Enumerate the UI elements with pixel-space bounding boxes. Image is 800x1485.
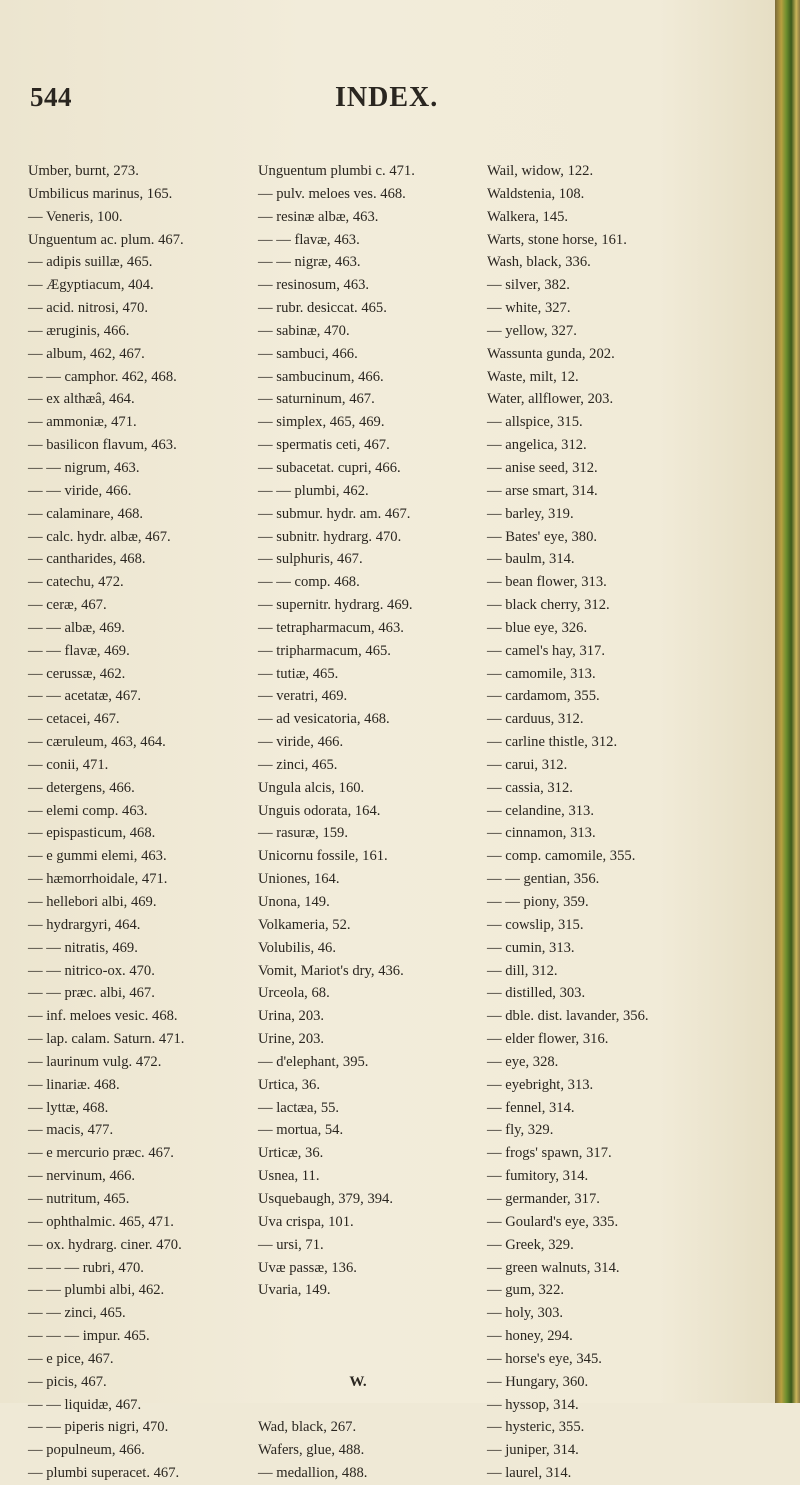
index-entry: Unicornu fossile, 161. — [258, 848, 388, 865]
index-entry: — tutiæ, 465. — [258, 665, 339, 682]
index-entry: — holy, 303. — [487, 1305, 564, 1322]
index-entry: — detergens, 466. — [28, 779, 135, 796]
section-letter-heading: W. — [349, 1373, 367, 1390]
index-entry: — sulphuris, 467. — [258, 551, 363, 568]
index-entry: — laurinum vulg. 472. — [28, 1053, 162, 1070]
index-entry: — camel's hay, 317. — [487, 642, 605, 659]
index-entry: — anise seed, 312. — [487, 459, 598, 476]
index-entry: — comp. camomile, 355. — [487, 848, 636, 865]
index-entry: — e pice, 467. — [28, 1350, 114, 1367]
index-entry: — — — rubri, 470. — [28, 1259, 144, 1276]
blank-line — [258, 1302, 488, 1325]
index-entry: — fly, 329. — [487, 1122, 554, 1139]
index-entry: — — — impur. 465. — [28, 1328, 150, 1345]
index-entry: — nervinum, 466. — [28, 1168, 136, 1185]
index-entry: — plumbi superacet. 467. — [28, 1465, 180, 1482]
index-entry: — nutritum, 465. — [28, 1190, 130, 1207]
index-entry: Urtica, 36. — [258, 1076, 321, 1093]
index-entry: — camomile, 313. — [487, 665, 596, 682]
index-entry: — acid. nitrosi, 470. — [28, 300, 148, 317]
index-entry: — — zinci, 465. — [28, 1305, 126, 1322]
index-entry: — germander, 317. — [487, 1190, 600, 1207]
index-entry: Unguentum ac. plum. 467. — [28, 231, 184, 248]
index-entry: — zinci, 465. — [258, 756, 338, 773]
page-title: INDEX. — [335, 82, 439, 113]
index-entry: — eyebright, 313. — [487, 1076, 594, 1093]
index-column-3 — [487, 160, 767, 1485]
index-entry: — linariæ. 468. — [28, 1076, 120, 1093]
index-entry: — barley, 319. — [487, 505, 574, 522]
index-entry: — viride, 466. — [258, 734, 344, 751]
index-entry: Waste, milt, 12. — [487, 368, 579, 385]
index-entry: — elder flower, 316. — [487, 1031, 609, 1048]
index-entry: Uvaria, 149. — [258, 1282, 331, 1299]
index-entry: — — acetatæ, 467. — [28, 688, 142, 705]
index-entry: — Hungary, 360. — [487, 1373, 589, 1390]
index-entry: Wassunta gunda, 202. — [487, 345, 615, 362]
index-entry: — carduus, 312. — [487, 711, 584, 728]
index-entry: — arse smart, 314. — [487, 482, 598, 499]
index-entry: Urine, 203. — [258, 1031, 325, 1048]
index-entry: — — piony, 359. — [487, 894, 589, 910]
index-entry: — calaminare, 468. — [28, 505, 144, 522]
index-entry: — cetacei, 467. — [28, 711, 120, 728]
index-entry: — subacetat. cupri, 466. — [258, 459, 401, 476]
index-entry: — spermatis ceti, 467. — [258, 437, 390, 454]
index-entry: — catechu, 472. — [28, 574, 124, 591]
index-entry: — — flavæ, 469. — [28, 642, 130, 659]
index-entry: — frogs' spawn, 317. — [487, 1145, 612, 1162]
blank-line — [258, 1394, 488, 1417]
index-entry: — — nitratis, 469. — [28, 939, 138, 956]
index-entry: — subnitr. hydrarg. 470. — [258, 528, 402, 545]
index-entry: — silver, 382. — [487, 277, 570, 294]
index-entry: — dble. dist. lavander, 356. — [487, 1008, 649, 1025]
index-entry: — album, 462, 467. — [28, 345, 145, 362]
index-entry: — — plumbi albi, 462. — [28, 1282, 165, 1299]
index-entry: — honey, 294. — [487, 1328, 573, 1345]
index-entry: Uva crispa, 101. — [258, 1213, 354, 1230]
index-entry: — dill, 312. — [487, 962, 558, 979]
index-entry: — ex althæâ, 464. — [28, 391, 135, 408]
index-entry: — supernitr. hydrarg. 469. — [258, 597, 413, 614]
index-entry: — cardamom, 355. — [487, 688, 600, 705]
index-entry: — bean flower, 313. — [487, 574, 607, 591]
index-entry: Uvæ passæ, 136. — [258, 1259, 357, 1276]
index-entry: Uniones, 164. — [258, 871, 340, 888]
index-entry: — white, 327. — [487, 300, 571, 317]
index-entry: Unguis odorata, 164. — [258, 802, 381, 819]
index-entry: — sabinæ, 470. — [258, 322, 350, 339]
index-entry: — cowslip, 315. — [487, 916, 584, 933]
index-entry: — simplex, 465, 469. — [258, 414, 385, 431]
index-entry: Umber, burnt, 273. — [28, 163, 139, 179]
index-entry: — lap. calam. Saturn. 471. — [28, 1031, 185, 1048]
index-entry: — — gentian, 356. — [487, 871, 600, 888]
index-entry: — ad vesicatoria, 468. — [258, 711, 390, 728]
index-entry: — adipis suillæ, 465. — [28, 254, 153, 271]
index-entry: — — camphor. 462, 468. — [28, 368, 177, 385]
index-entry: — Veneris, 100. — [28, 208, 123, 225]
index-entry: — cumin, 313. — [487, 939, 575, 956]
index-entry: — black cherry, 312. — [487, 597, 610, 614]
index-entry: — gum, 322. — [487, 1282, 565, 1299]
index-entry: — cinnamon, 313. — [487, 825, 596, 842]
index-entry: — epispasticum, 468. — [28, 825, 156, 842]
index-entry: — horse's eye, 345. — [487, 1350, 602, 1367]
index-entry: — elemi comp. 463. — [28, 802, 148, 819]
index-entry: — basilicon flavum, 463. — [28, 437, 177, 454]
index-entry: — — nigrum, 463. — [28, 459, 140, 476]
index-entry: — pulv. meloes ves. 468. — [258, 185, 406, 202]
index-entry: — cerussæ, 462. — [28, 665, 126, 682]
index-entry: — — nitrico-ox. 470. — [28, 962, 155, 979]
index-entry: — tetrapharmacum, 463. — [258, 619, 404, 636]
index-entry: — — piperis nigri, 470. — [28, 1419, 169, 1436]
index-entry: Usquebaugh, 379, 394. — [258, 1190, 393, 1207]
index-entry: — carline thistle, 312. — [487, 734, 618, 751]
index-entry: — Goulard's eye, 335. — [487, 1213, 619, 1230]
index-entry: — hellebori albi, 469. — [28, 894, 157, 910]
index-entry: — — liquidæ, 467. — [28, 1396, 142, 1413]
index-entry: — carui, 312. — [487, 756, 568, 773]
index-entry: — cæruleum, 463, 464. — [28, 734, 166, 751]
index-entry: — — præc. albi, 467. — [28, 985, 155, 1002]
index-entry: Water, allflower, 203. — [487, 391, 614, 408]
index-entry: — ophthalmic. 465, 471. — [28, 1213, 174, 1230]
index-entry: — d'elephant, 395. — [258, 1053, 369, 1070]
index-entry: — blue eye, 326. — [487, 619, 588, 636]
index-entry: — resinosum, 463. — [258, 277, 370, 294]
index-entry: — — viride, 466. — [28, 482, 132, 499]
index-entry: — veratri, 469. — [258, 688, 348, 705]
index-entry: Wafers, glue, 488. — [258, 1442, 365, 1459]
index-column-1 — [28, 160, 260, 1485]
index-entry: — yellow, 327. — [487, 322, 577, 339]
index-entry: Unguentum plumbi c. 471. — [258, 163, 415, 179]
index-entry: Urina, 203. — [258, 1008, 325, 1025]
index-entry: — — flavæ, 463. — [258, 231, 360, 248]
index-entry: — e mercurio præc. 467. — [28, 1145, 174, 1162]
index-entry: — lyttæ, 468. — [28, 1099, 109, 1116]
index-entry: — baulm, 314. — [487, 551, 575, 568]
blank-line — [258, 1348, 488, 1371]
index-entry: — picis, 467. — [28, 1373, 107, 1390]
index-entry: Wash, black, 336. — [487, 254, 591, 271]
index-entry: Vomit, Mariot's dry, 436. — [258, 962, 404, 979]
index-entry: — ursi, 71. — [258, 1236, 324, 1253]
index-column-2 — [258, 160, 488, 1485]
index-entry: Unona, 149. — [258, 894, 330, 910]
index-entry: — hæmorrhoidale, 471. — [28, 871, 168, 888]
index-entry: Usnea, 11. — [258, 1168, 320, 1185]
blank-line — [258, 1325, 488, 1348]
index-entry: Waldstenia, 108. — [487, 185, 585, 202]
index-entry: — rubr. desiccat. 465. — [258, 300, 387, 317]
index-entry: — rasuræ, 159. — [258, 825, 348, 842]
index-entry: — inf. meloes vesic. 468. — [28, 1008, 178, 1025]
index-entry: — ox. hydrarg. ciner. 470. — [28, 1236, 182, 1253]
index-entry: — submur. hydr. am. 467. — [258, 505, 411, 522]
book-binding-edge — [775, 0, 800, 1403]
index-entry: — celandine, 313. — [487, 802, 594, 819]
index-entry: Umbilicus marinus, 165. — [28, 185, 173, 202]
index-entry: — medallion, 488. — [258, 1465, 368, 1482]
index-entry: Urticæ, 36. — [258, 1145, 324, 1162]
index-entry: — ceræ, 467. — [28, 597, 107, 614]
index-entry: — tripharmacum, 465. — [258, 642, 391, 659]
index-entry: — laurel, 314. — [487, 1465, 572, 1482]
index-entry: Wail, widow, 122. — [487, 163, 594, 179]
index-entry: — angelica, 312. — [487, 437, 587, 454]
index-entry: Urceola, 68. — [258, 985, 330, 1002]
index-entry: — Greek, 329. — [487, 1236, 574, 1253]
index-entry: — Bates' eye, 380. — [487, 528, 598, 545]
index-entry: — fennel, 314. — [487, 1099, 575, 1116]
index-entry: — juniper, 314. — [487, 1442, 579, 1459]
index-entry: — Ægyptiacum, 404. — [28, 277, 154, 294]
index-entry: — æruginis, 466. — [28, 322, 130, 339]
index-entry: Ungula alcis, 160. — [258, 779, 365, 796]
index-entry: — mortua, 54. — [258, 1122, 344, 1139]
index-entry: — lactæa, 55. — [258, 1099, 340, 1116]
index-entry: — — comp. 468. — [258, 574, 360, 591]
index-entry: — eye, 328. — [487, 1053, 559, 1070]
index-entry: Warts, stone horse, 161. — [487, 231, 627, 248]
index-entry: — macis, 477. — [28, 1122, 114, 1139]
index-entry: Volubilis, 46. — [258, 939, 336, 956]
index-entry: — hysteric, 355. — [487, 1419, 585, 1436]
index-entry: — — albæ, 469. — [28, 619, 125, 636]
index-entry: — populneum, 466. — [28, 1442, 145, 1459]
index-entry: — hydrargyri, 464. — [28, 916, 141, 933]
index-entry: — — plumbi, 462. — [258, 482, 369, 499]
index-entry: — hyssop, 314. — [487, 1396, 579, 1413]
index-entry: — resinæ albæ, 463. — [258, 208, 379, 225]
page-number: 544 — [30, 82, 72, 112]
index-entry: — green walnuts, 314. — [487, 1259, 620, 1276]
index-entry: — cassia, 312. — [487, 779, 573, 796]
index-entry: — saturninum, 467. — [258, 391, 375, 408]
index-entry: — fumitory, 314. — [487, 1168, 589, 1185]
index-entry: — conii, 471. — [28, 756, 109, 773]
index-entry: Walkera, 145. — [487, 208, 569, 225]
index-entry: — allspice, 315. — [487, 414, 583, 431]
index-entry: Wad, black, 267. — [258, 1419, 357, 1436]
index-entry: — calc. hydr. albæ, 467. — [28, 528, 171, 545]
index-entry: — cantharides, 468. — [28, 551, 146, 568]
index-entry: — sambuci, 466. — [258, 345, 358, 362]
index-entry: — — nigræ, 463. — [258, 254, 361, 271]
index-entry: Volkameria, 52. — [258, 916, 351, 933]
index-entry: — sambucinum, 466. — [258, 368, 384, 385]
index-entry: — distilled, 303. — [487, 985, 586, 1002]
index-entry: — ammoniæ, 471. — [28, 414, 137, 431]
index-entry: — e gummi elemi, 463. — [28, 848, 167, 865]
